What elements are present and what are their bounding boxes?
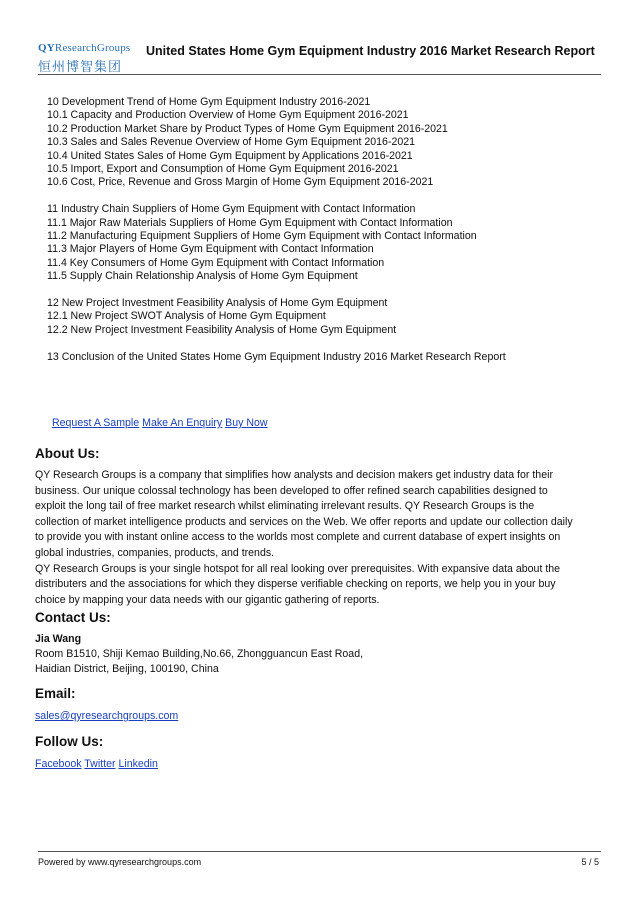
toc-item: 10.5 Import, Export and Consumption of Home Gym Equipment 2016-2021 xyxy=(47,163,399,176)
about-line: QY Research Groups is your single hotspot for all real looking over prerequisites. With expansive data about the xyxy=(35,562,561,575)
toc-item: 13 Conclusion of the United States Home Gym Equipment Industry 2016 Market Research Report xyxy=(47,350,506,363)
toc-item: 10 Development Trend of Home Gym Equipment Industry 2016-2021 xyxy=(47,96,371,108)
page-footer xyxy=(38,851,601,867)
toc-item: 10.4 United States Sales of Home Gym Equipment by Applications 2016-2021 xyxy=(47,149,413,162)
toc-item: 11 Industry Chain Suppliers of Home Gym Equipment with Contact Information xyxy=(47,203,416,216)
logo-qy: QY xyxy=(38,42,55,54)
email-row xyxy=(35,710,178,722)
toc-item: 11.4 Key Consumers of Home Gym Equipment with Contact Information xyxy=(47,256,385,269)
powered-by: Powered by www.qyresearchgroups.com xyxy=(38,857,202,867)
facebook-link[interactable]: Facebook xyxy=(35,758,82,770)
toc-item: 11.5 Supply Chain Relationship Analysis of Home Gym Equipment xyxy=(47,270,358,283)
toc-item: 11.2 Manufacturing Equipment Suppliers of Home Gym Equipment with Contact Information xyxy=(47,230,477,243)
social-links xyxy=(35,758,158,770)
toc-section-11 xyxy=(47,203,607,283)
action-links xyxy=(52,417,268,429)
about-line: business. Our unique colossal technology has been developed to offer refined search capabilities designed to xyxy=(35,484,548,497)
about-text xyxy=(35,468,605,608)
about-line: exploit the long tail of free market research whilst eliminating irrelevant results. QY Research Groups is the xyxy=(35,500,535,513)
email-link[interactable]: sales@qyresearchgroups.com xyxy=(35,710,179,722)
twitter-link[interactable]: Twitter xyxy=(84,758,116,770)
about-line: choice by mapping your data needs with our gigantic gathering of reports. xyxy=(35,593,380,606)
contact-name: Jia Wang xyxy=(35,633,82,645)
about-line: collection of market intelligence products and services on the Web. We offer reports and update our collection daily xyxy=(35,515,573,528)
linkedin-link[interactable]: Linkedin xyxy=(118,758,158,770)
about-line: global industries, companies, products, and trends. xyxy=(35,546,275,559)
make-enquiry-link[interactable]: Make An Enquiry xyxy=(142,417,223,429)
about-line: to provide you with instant online access to the worlds most complete and current database of expert insights on xyxy=(35,531,561,544)
about-heading: About Us: xyxy=(35,446,100,461)
follow-heading: Follow Us: xyxy=(35,734,104,749)
page-header xyxy=(38,38,601,75)
page-number: 5 / 5 xyxy=(581,857,599,867)
toc-item: 12 New Project Investment Feasibility Analysis of Home Gym Equipment xyxy=(47,297,388,310)
toc-section-12 xyxy=(47,297,607,337)
toc-item: 10.1 Capacity and Production Overview of Home Gym Equipment 2016-2021 xyxy=(47,109,409,122)
toc-item: 11.1 Major Raw Materials Suppliers of Home Gym Equipment with Contact Information xyxy=(47,216,453,229)
report-title: United States Home Gym Equipment Industry 2016 Market Research Report xyxy=(146,44,595,58)
toc-item: 12.2 New Project Investment Feasibility Analysis of Home Gym Equipment xyxy=(47,323,397,336)
toc-section-13 xyxy=(47,351,607,364)
logo-english xyxy=(38,42,130,54)
request-sample-link[interactable]: Request A Sample xyxy=(52,417,140,429)
about-line: QY Research Groups is a company that simplifies how analysts and decision makers get industry data for their xyxy=(35,469,553,481)
toc-item: 10.3 Sales and Sales Revenue Overview of Home Gym Equipment 2016-2021 xyxy=(47,136,416,149)
about-line: distributers and the associations for which they disperse verifiable checking on reports, we help you in your buy xyxy=(35,578,556,591)
toc-section-10 xyxy=(47,96,607,190)
logo-research-groups: ResearchGroups xyxy=(54,42,131,54)
table-of-contents xyxy=(47,96,607,377)
toc-item: 11.3 Major Players of Home Gym Equipment with Contact Information xyxy=(47,243,374,256)
toc-item: 10.2 Production Market Share by Product Types of Home Gym Equipment 2016-2021 xyxy=(47,122,448,135)
company-logo xyxy=(38,38,142,74)
email-heading: Email: xyxy=(35,686,76,701)
toc-item: 12.1 New Project SWOT Analysis of Home Gym Equipment xyxy=(47,310,326,323)
buy-now-link[interactable]: Buy Now xyxy=(225,417,268,429)
toc-item: 10.6 Cost, Price, Revenue and Gross Margin of Home Gym Equipment 2016-2021 xyxy=(47,176,434,189)
contact-heading: Contact Us: xyxy=(35,610,111,625)
contact-address-line: Room B1510, Shiji Kemao Building,No.66, Zhongguancun East Road, xyxy=(35,648,364,661)
contact-address-line: Haidian District, Beijing, 100190, China xyxy=(35,663,219,676)
contact-details xyxy=(35,632,363,678)
logo-chinese: 恒州博智集团 xyxy=(38,60,123,75)
